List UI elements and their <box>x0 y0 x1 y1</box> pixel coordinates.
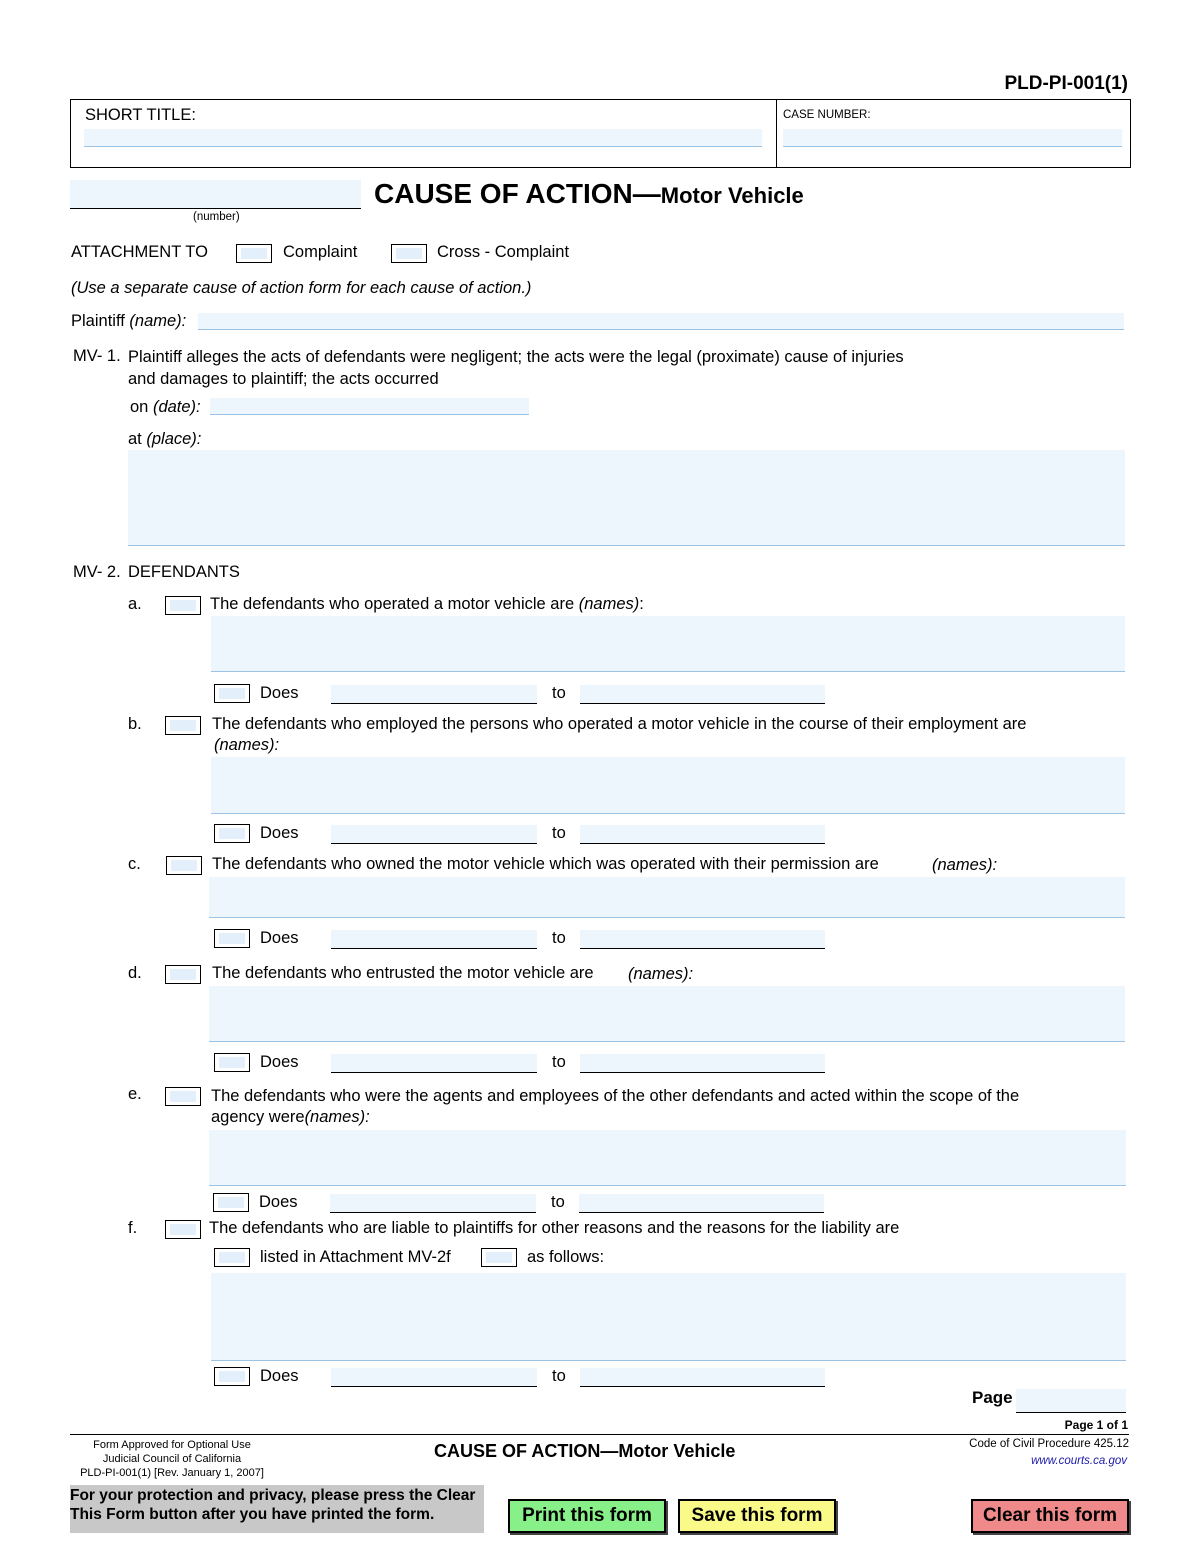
item-e-does-from[interactable] <box>330 1194 536 1213</box>
save-form-button[interactable]: Save this form <box>678 1499 836 1533</box>
item-a-does-to[interactable] <box>580 685 825 704</box>
item-b-does-checkbox[interactable] <box>214 824 250 843</box>
item-b-does-label: Does <box>260 824 299 842</box>
item-e-text2 <box>211 1108 370 1127</box>
item-a-letter: a. <box>128 595 142 613</box>
item-d-text: The defendants who entrusted the motor vehicle are <box>212 964 594 982</box>
item-b-names-field[interactable] <box>211 757 1125 814</box>
item-d-does-to[interactable] <box>580 1054 825 1073</box>
item-a-text <box>210 595 644 614</box>
item-c-names-hint: (names): <box>932 856 998 874</box>
cross-complaint-label: Cross - Complaint <box>437 243 570 261</box>
page-of: Page 1 of 1 <box>1064 1418 1128 1432</box>
cross-complaint-checkbox[interactable] <box>391 244 427 263</box>
item-a-statement: The defendants who operated a motor vehicle are <box>210 595 575 613</box>
footer-left-1: Form Approved for Optional Use <box>93 1439 251 1451</box>
item-c-checkbox[interactable] <box>166 856 202 875</box>
item-a-checkbox[interactable] <box>165 596 201 615</box>
form-id: PLD-PI-001(1) <box>1004 73 1128 94</box>
item-a-colon: : <box>639 595 644 613</box>
caption-divider <box>776 100 777 167</box>
item-a-names-hint: (names) <box>578 595 640 613</box>
item-c-letter: c. <box>128 855 141 873</box>
item-d-names-field[interactable] <box>209 986 1125 1042</box>
item-f-attachment-checkbox[interactable] <box>214 1248 250 1267</box>
plaintiff-name-field[interactable] <box>198 313 1124 330</box>
footer-title: CAUSE OF ACTION—Motor Vehicle <box>434 1441 736 1461</box>
item-d-names-hint: (names): <box>628 965 694 983</box>
plaintiff-name-hint: (name): <box>129 312 187 330</box>
item-e-does-to[interactable] <box>579 1194 824 1213</box>
privacy-line-2: This Form button after you have printed the form. <box>70 1506 435 1523</box>
item-e-does-checkbox[interactable] <box>213 1193 249 1212</box>
mv2-heading: DEFENDANTS <box>128 563 240 581</box>
item-c-does-label: Does <box>260 929 299 947</box>
at-word: at <box>128 430 142 448</box>
item-b-does-to[interactable] <box>580 825 825 844</box>
item-b-to-label: to <box>552 824 566 842</box>
page-label: Page <box>972 1388 1013 1407</box>
complaint-label: Complaint <box>283 243 358 261</box>
item-c-does-from[interactable] <box>331 930 537 949</box>
item-f-to-label: to <box>552 1367 566 1385</box>
item-d-does-checkbox[interactable] <box>214 1053 250 1072</box>
item-f-as-follows-checkbox[interactable] <box>481 1248 517 1267</box>
item-e-letter: e. <box>128 1085 142 1103</box>
place-field[interactable] <box>128 450 1125 546</box>
item-a-to-label: to <box>552 684 566 702</box>
item-d-letter: d. <box>128 964 142 982</box>
mv2-number: MV- 2. <box>73 563 121 581</box>
mv1-line1: Plaintiff alleges the acts of defendants were negligent; the acts were the legal (proximate) cause of injuries <box>128 348 904 366</box>
footer-statute: Code of Civil Procedure 425.12 <box>969 1438 1129 1450</box>
date-hint: (date): <box>152 398 201 416</box>
privacy-line-1: For your protection and privacy, please press the Clear <box>70 1487 476 1504</box>
item-f-reasons-field[interactable] <box>211 1273 1126 1361</box>
item-f-checkbox[interactable] <box>165 1220 201 1239</box>
clear-form-button[interactable]: Clear this form <box>971 1499 1129 1533</box>
item-d-does-label: Does <box>260 1053 299 1071</box>
item-f-does-checkbox[interactable] <box>214 1367 250 1386</box>
short-title-label: SHORT TITLE: <box>85 106 196 124</box>
item-f-attachment-label: listed in Attachment MV-2f <box>260 1248 451 1266</box>
item-b-names-hint: (names): <box>214 736 280 754</box>
item-d-checkbox[interactable] <box>165 965 201 984</box>
item-e-names-field[interactable] <box>209 1130 1126 1186</box>
item-f-does-to[interactable] <box>580 1368 825 1387</box>
item-e-checkbox[interactable] <box>165 1087 201 1106</box>
item-c-to-label: to <box>552 929 566 947</box>
item-a-does-from[interactable] <box>331 685 537 704</box>
item-a-does-label: Does <box>260 684 299 702</box>
page-title-main: CAUSE OF ACTION— <box>374 178 661 209</box>
item-f-does-from[interactable] <box>331 1368 537 1387</box>
mv1-place-label <box>128 430 201 449</box>
item-c-does-checkbox[interactable] <box>214 929 250 948</box>
footer-rule <box>70 1434 1129 1435</box>
item-a-names-field[interactable] <box>211 616 1125 672</box>
short-title-field[interactable] <box>84 129 762 147</box>
item-b-text: The defendants who employed the persons who operated a motor vehicle in the course of their employment are <box>212 715 1027 733</box>
date-field[interactable] <box>210 398 529 415</box>
item-e-text: The defendants who were the agents and employees of the other defendants and acted within the scope of the <box>211 1087 1020 1105</box>
privacy-notice <box>70 1485 484 1533</box>
instruction-text: (Use a separate cause of action form for each cause of action.) <box>71 279 532 297</box>
item-f-letter: f. <box>128 1219 138 1237</box>
number-caption: (number) <box>193 211 240 223</box>
footer-left <box>72 1438 272 1480</box>
item-e-does-label: Does <box>259 1193 298 1211</box>
plaintiff-label <box>71 312 186 331</box>
page-title-sub: Motor Vehicle <box>660 183 804 208</box>
item-d-does-from[interactable] <box>331 1054 537 1073</box>
item-c-does-to[interactable] <box>580 930 825 949</box>
item-c-names-field[interactable] <box>209 877 1125 918</box>
attachment-label: ATTACHMENT TO <box>71 243 208 261</box>
plaintiff-word: Plaintiff <box>71 312 125 330</box>
print-form-button[interactable]: Print this form <box>508 1499 666 1533</box>
item-e-agency: agency were <box>211 1108 305 1126</box>
page-title <box>374 178 804 210</box>
footer-left-2: Judicial Council of California <box>102 1453 242 1465</box>
case-number-field[interactable] <box>783 129 1122 147</box>
item-b-checkbox[interactable] <box>165 716 201 735</box>
mv1-number: MV- 1. <box>73 347 121 365</box>
complaint-checkbox[interactable] <box>236 244 272 263</box>
item-f-as-follows-label: as follows: <box>527 1248 605 1266</box>
mv1-line2: and damages to plaintiff; the acts occurred <box>128 370 439 388</box>
case-number-label: CASE NUMBER: <box>783 109 871 121</box>
item-b-letter: b. <box>128 715 142 733</box>
item-b-does-from[interactable] <box>331 825 537 844</box>
item-e-names-hint: (names): <box>304 1108 370 1126</box>
item-e-to-label: to <box>551 1193 565 1211</box>
item-d-to-label: to <box>552 1053 566 1071</box>
item-f-text: The defendants who are liable to plaintiffs for other reasons and the reasons for the liability are <box>209 1219 900 1237</box>
mv1-date-label <box>130 398 201 417</box>
item-f-does-label: Does <box>260 1367 299 1385</box>
item-a-does-checkbox[interactable] <box>214 684 250 703</box>
item-c-text: The defendants who owned the motor vehicle which was operated with their permission are <box>212 855 879 873</box>
place-hint: (place): <box>146 430 202 448</box>
page-number-field[interactable] <box>1016 1389 1126 1413</box>
courts-link[interactable]: www.courts.ca.gov <box>1031 1455 1127 1467</box>
on-word: on <box>130 398 149 416</box>
cause-number-field[interactable] <box>70 180 361 209</box>
footer-left-3: PLD-PI-001(1) [Rev. January 1, 2007] <box>80 1467 264 1479</box>
